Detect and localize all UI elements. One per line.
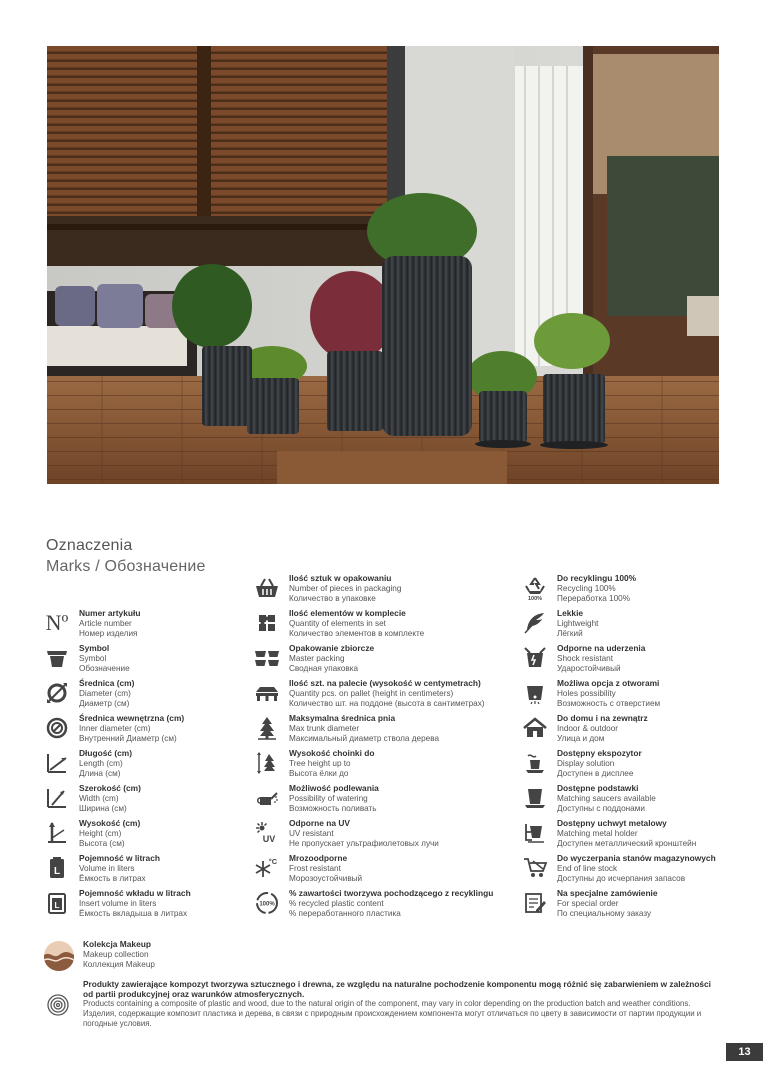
mark-label-pl: Do wyczerpania stanów magazynowych	[557, 853, 716, 863]
pot-holes-icon	[520, 678, 550, 708]
mark-label-ru: Коллекция Makeup	[83, 960, 155, 969]
mark-label-en: Length (cm)	[79, 758, 123, 768]
mark-label-pl: Odporne na UV	[289, 818, 350, 828]
mark-label-pl: Odporne na uderzenia	[557, 643, 646, 653]
mark-label-ru: Диаметр (см)	[79, 699, 130, 708]
uv-label: UV	[262, 834, 276, 844]
mark-saucers	[520, 783, 656, 815]
mark-holes	[520, 678, 660, 710]
mark-lightweight	[520, 608, 598, 640]
mark-symbol	[42, 643, 130, 675]
snowflake-icon	[252, 853, 282, 883]
mark-label-en: Insert volume in liters	[79, 898, 157, 908]
mark-label-ru: Доступен металлический кронштейн	[557, 839, 697, 848]
mark-label-en: % recycled plastic content	[289, 898, 384, 908]
mark-label-pl: Możliwa opcja z otworami	[557, 678, 660, 688]
mark-label-ru: По специальному заказу	[557, 909, 652, 918]
recycling-icon	[520, 573, 550, 603]
mark-label-pl: Dostępne podstawki	[557, 783, 639, 793]
width-icon	[42, 783, 72, 813]
mark-label-en: Symbol	[79, 653, 107, 663]
mark-height	[42, 818, 140, 850]
mark-label-ru: Переработка 100%	[557, 594, 630, 603]
mark-pallet	[252, 678, 485, 710]
display-stand-icon	[520, 748, 550, 778]
mark-label-pl: Wysokość (cm)	[79, 818, 141, 828]
volume-liters-icon	[42, 853, 72, 883]
mark-label-pl: Maksymalna średnica pnia	[289, 713, 396, 723]
mark-label-en: Number of pieces in packaging	[289, 583, 402, 593]
mark-label-pl: Symbol	[79, 643, 110, 653]
mark-label-en: Holes possibility	[557, 688, 616, 698]
recycled-label: 100%	[259, 901, 275, 908]
mark-label-en: Indoor & outdoor	[557, 723, 618, 733]
mark-label-pl: % zawartości tworzywa pochodzącego z recyklingu	[289, 888, 494, 898]
mark-label-ru: Максимальный диаметр ствола дерева	[289, 734, 440, 743]
note-text-pl: Produkty zawierające kompozyt tworzywa sztucznego i drewna, ze względu na naturalne pochodzenie komponentu mogą różnić się zabarwieniem w zależności od partii produkcyjnej oraz warunków atmosferycznych.	[83, 979, 711, 999]
mark-elements-set	[252, 608, 424, 640]
mark-label-pl: Możliwość podlewania	[289, 783, 379, 793]
mark-label-ru: Внутренний Диаметр (см)	[79, 734, 177, 743]
mark-uv	[252, 818, 439, 850]
mark-label-ru: % переработанного пластика	[289, 909, 401, 918]
note-text-en: Products containing a composite of plastic and wood, due to the natural origin of the component, may vary in color depending on the production batch and weather conditions.	[83, 999, 691, 1008]
numero-icon: Nº	[45, 610, 69, 635]
mark-label-pl: Średnica (cm)	[79, 678, 135, 688]
mark-label-ru: Количество элементов в комплекте	[289, 629, 425, 638]
mark-label-pl: Ilość sztuk w opakowaniu	[289, 573, 392, 583]
uv-sun-icon	[252, 818, 282, 848]
mark-label-pl: Pojemność wkładu w litrach	[79, 888, 191, 898]
mark-label-pl: Szerokość (cm)	[79, 783, 141, 793]
mark-frost	[252, 853, 362, 885]
mark-label-ru: Улица и дом	[557, 734, 605, 743]
insert-volume-label: L	[54, 901, 60, 910]
mark-shock	[520, 643, 645, 675]
mark-label-pl: Na specjalne zamówienie	[557, 888, 658, 898]
feather-icon	[520, 608, 550, 638]
inner-diameter-icon	[42, 713, 72, 743]
mark-label-en: Inner diameter (cm)	[79, 723, 151, 733]
mark-label-en: Master packing	[289, 653, 345, 663]
pot-symbol-icon	[42, 643, 72, 673]
mark-label-pl: Średnica wewnętrzna (cm)	[79, 713, 185, 723]
mark-label-en: Quantity of elements in set	[289, 618, 386, 628]
mark-label-ru: Морозоустойчивый	[289, 874, 363, 883]
metal-holder-icon	[520, 818, 550, 848]
mark-metal-holder	[520, 818, 696, 850]
mark-label-ru: Не пропускает ультрафиолетовых лучи	[289, 839, 439, 848]
mark-label-en: Recycling 100%	[557, 583, 616, 593]
mark-label-ru: Лёгкий	[557, 629, 583, 638]
mark-trunk-diameter	[252, 713, 439, 745]
mark-label-pl: Dostępny uchwyt metalowy	[557, 818, 667, 828]
mark-label-ru: Ёмкость в литрах	[79, 874, 146, 883]
height-icon	[42, 818, 72, 848]
marks-heading	[46, 537, 206, 576]
mark-label-ru: Номер изделия	[79, 629, 138, 638]
composite-note	[46, 979, 718, 1029]
mark-label-en: Volume in liters	[79, 863, 135, 873]
page-number: 13	[726, 1043, 763, 1061]
heading-title-pl: Oznaczenia	[46, 537, 133, 554]
mark-display	[520, 748, 642, 780]
mark-label-ru: Доступны до исчерпания запасов	[557, 874, 686, 883]
heading-title-en-ru: Marks / Обозначение	[46, 558, 206, 575]
order-form-icon	[520, 888, 550, 918]
mark-tree-height	[252, 748, 374, 780]
mark-label-ru: Количество шт. на поддоне (высота в сантиметрах)	[289, 699, 485, 708]
mark-label-en: Display solution	[557, 758, 615, 768]
mark-label-en: Lightweight	[557, 618, 599, 628]
mark-recycled-pct	[252, 888, 493, 920]
mark-label-ru: Ёмкость вкладыша в литрах	[79, 909, 188, 918]
volume-label: L	[53, 866, 61, 877]
mark-watering	[252, 783, 379, 815]
puzzle-icon	[252, 608, 282, 638]
mark-label-pl: Pojemność w litrach	[79, 853, 160, 863]
mark-end-of-stock	[520, 853, 716, 885]
mark-label-ru: Длина (см)	[79, 769, 121, 778]
frost-label: °C	[268, 857, 278, 866]
basket-icon	[252, 573, 282, 603]
mark-label-pl: Kolekcja Makeup	[83, 939, 151, 949]
mark-label-pl: Do domu i na zewnątrz	[557, 713, 648, 723]
recycling-label: 100%	[527, 596, 543, 601]
mark-label-en: Shock resistant	[557, 653, 613, 663]
mark-label-ru: Доступны с поддонами	[557, 804, 645, 813]
mark-label-ru: Возможность поливать	[289, 804, 377, 813]
note-text-ru: Изделия, содержащие композит пластика и дерева, в связи с природным происхождением компонента могут отличаться по цвету в зависимости от партии продукции и погодные условия.	[83, 1009, 702, 1028]
mark-label-en: Makeup collection	[83, 949, 149, 959]
makeup-collection-icon	[42, 939, 76, 973]
mark-volume	[42, 853, 160, 885]
mark-special-order	[520, 888, 658, 920]
mark-label-ru: Ударостойчивый	[557, 664, 621, 673]
hero-photo	[47, 46, 719, 484]
mark-width	[42, 783, 141, 815]
insert-volume-icon	[42, 888, 72, 918]
tree-trunk-icon	[252, 713, 282, 743]
recycled-content-icon	[252, 888, 282, 918]
mark-label-ru: Возможность с отверстием	[557, 699, 661, 708]
mark-pieces-packaging	[252, 573, 401, 605]
mark-length	[42, 748, 132, 780]
mark-master-packing	[252, 643, 374, 675]
diameter-icon	[42, 678, 72, 708]
mark-label-en: Matching saucers available	[557, 793, 656, 803]
mark-label-ru: Доступен в дисплее	[557, 769, 634, 778]
mark-article-number	[42, 608, 140, 640]
watering-can-icon	[252, 783, 282, 813]
master-packing-icon	[252, 643, 282, 673]
mark-label-en: Matching metal holder	[557, 828, 638, 838]
mark-inner-diameter	[42, 713, 184, 745]
mark-label-pl: Ilość szt. na palecie (wysokość w centymetrach)	[289, 678, 481, 688]
mark-label-ru: Высота ёлки до	[289, 769, 349, 778]
mark-label-pl: Ilość elementów w komplecie	[289, 608, 406, 618]
wood-grain-icon	[46, 993, 74, 1029]
mark-label-en: Height (cm)	[79, 828, 122, 838]
saucer-icon	[520, 783, 550, 813]
mark-insert-volume	[42, 888, 191, 920]
mark-label-pl: Długość (cm)	[79, 748, 133, 758]
mark-label-pl: Mrozoodporne	[289, 853, 348, 863]
mark-indoor-outdoor	[520, 713, 648, 745]
mark-label-pl: Lekkie	[557, 608, 584, 618]
mark-label-pl: Wysokość choinki do	[289, 748, 375, 758]
mark-label-pl: Numer artykułu	[79, 608, 141, 618]
mark-diameter	[42, 678, 134, 710]
mark-label-en: For special order	[557, 898, 619, 908]
mark-label-en: End of line stock	[557, 863, 618, 873]
length-icon	[42, 748, 72, 778]
shock-resistant-icon	[520, 643, 550, 673]
pallet-icon	[252, 678, 282, 708]
cart-icon	[520, 853, 550, 883]
mark-label-en: Article number	[79, 618, 132, 628]
mark-label-en: Diameter (cm)	[79, 688, 131, 698]
mark-label-ru: Обозначение	[79, 664, 130, 673]
mark-label-en: Quantity pcs. on pallet (height in centimeters)	[289, 688, 454, 698]
mark-recycling-100	[520, 573, 636, 605]
mark-label-en: Possibility of watering	[289, 793, 368, 803]
mark-label-ru: Сводная упаковка	[289, 664, 359, 673]
house-icon	[520, 713, 550, 743]
mark-label-pl: Dostępny ekspozytor	[557, 748, 642, 758]
mark-label-en: Width (cm)	[79, 793, 119, 803]
mark-label-ru: Высота (см)	[79, 839, 125, 848]
mark-label-pl: Opakowanie zbiorcze	[289, 643, 375, 653]
mark-label-en: Max trunk diameter	[289, 723, 360, 733]
mark-label-ru: Количество в упаковке	[289, 594, 376, 603]
mark-label-pl: Do recyklingu 100%	[557, 573, 637, 583]
mark-label-en: Tree height up to	[289, 758, 351, 768]
mark-makeup-collection	[42, 939, 155, 973]
mark-label-ru: Ширина (см)	[79, 804, 127, 813]
mark-label-en: Frost resistant	[289, 863, 341, 873]
mark-label-en: UV resistant	[289, 828, 334, 838]
tree-height-icon	[252, 748, 282, 778]
